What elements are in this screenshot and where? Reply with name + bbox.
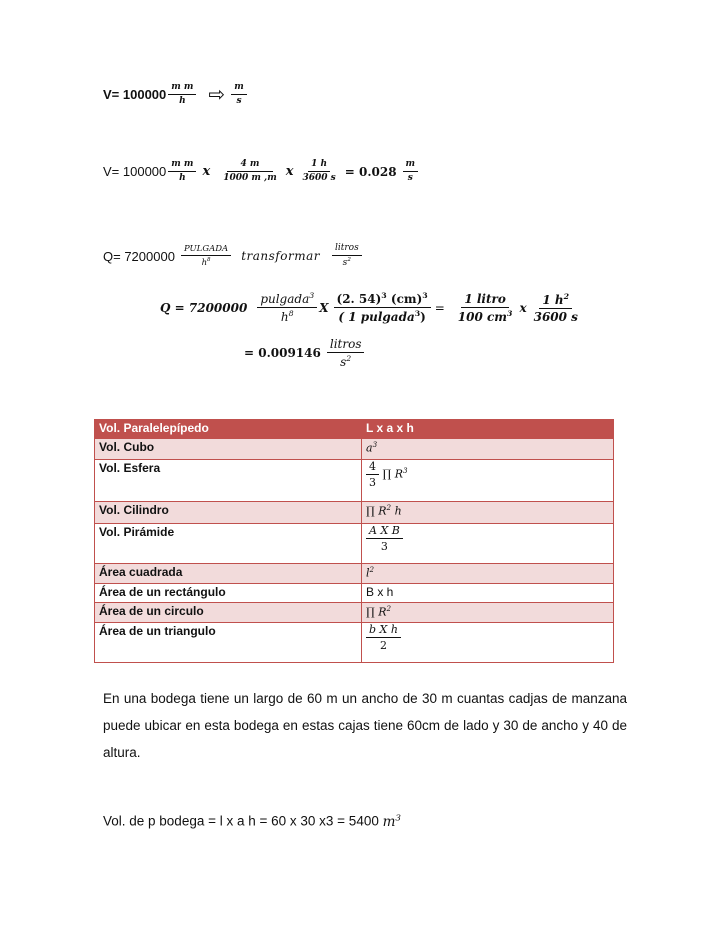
- velocity-conversion-heading: [103, 82, 247, 106]
- v1-unit-num: m m: [168, 83, 196, 95]
- table-row: [95, 420, 614, 439]
- q2-factor-4-den: 3600 s: [533, 309, 578, 324]
- table-row: [95, 439, 614, 460]
- v2-unit-fraction: [168, 160, 196, 183]
- formula-table: [94, 419, 614, 663]
- warehouse-volume-line: [103, 813, 401, 830]
- v2-result-num: m: [403, 160, 419, 172]
- formula-value: $l^2$: [362, 564, 614, 584]
- q2-result-fraction: [327, 338, 365, 368]
- q2-result-den: $s^2$: [340, 354, 352, 369]
- q2-equals: =: [434, 300, 445, 315]
- formula-name: Área de un rectángulo: [95, 584, 362, 603]
- v1-unit-den: h: [179, 95, 186, 106]
- v2-factor-1: [220, 160, 280, 183]
- q2-lhs: Q = 7200000: [160, 300, 248, 315]
- v1-target-den: s: [236, 95, 242, 106]
- formula-name: Área cuadrada: [95, 564, 362, 584]
- warehouse-volume-unit: $m^3$: [382, 813, 401, 830]
- q1-unit-fraction: [181, 245, 231, 268]
- q1-target-num: litros: [332, 244, 362, 256]
- v2-unit-den: h: [179, 173, 186, 183]
- formula-value: $a^3$: [362, 439, 614, 460]
- v2-factor-2: [299, 160, 338, 183]
- formula-value: L x a x h: [362, 420, 614, 439]
- q2-times-1: X: [319, 300, 329, 315]
- q2-factor-3: [455, 293, 516, 323]
- formula-name: Área de un triangulo: [95, 623, 362, 663]
- q1-transform-word: transformar: [241, 249, 320, 263]
- velocity-conversion-equation: [103, 160, 418, 183]
- q2-factor-1-num: pulgada$^3$: [257, 292, 317, 308]
- q2-result-num: litros: [327, 338, 365, 353]
- v1-unit-fraction: [168, 83, 196, 106]
- v2-factor-1-num: 4 m: [227, 160, 274, 172]
- q2-factor-2-num: (2. 54)$^3$ (cm)$^3$: [334, 292, 431, 308]
- formula-name: Vol. Esfera: [95, 460, 362, 502]
- q2-factor-1-den: $h^8$: [280, 309, 294, 324]
- q2-factor-2: [334, 292, 431, 323]
- q1-target-den: $s^2$: [342, 257, 352, 268]
- formula-name: Vol. Paralelepípedo: [95, 420, 362, 439]
- v2-times-1: x: [202, 164, 211, 179]
- q2-result: = 0.009146: [244, 346, 321, 360]
- q2-factor-4-num: 1 $h^2$: [539, 293, 572, 309]
- warehouse-volume-text: Vol. de p bodega = l x a h = 60 x 30 x3 = 5400: [103, 813, 383, 829]
- v2-factor-1-den: 1000 m ,m: [223, 173, 277, 183]
- problem-paragraph: En una bodega tiene un largo de 60 m un ancho de 30 m cuantas cadjas de manzana puede ubicar en esta bodega en estas cajas tiene 60cm de lado y 30 de ancho y 40 de altura.: [103, 691, 627, 760]
- q2-factor-3-den: 100 $cm^3$: [457, 308, 513, 324]
- right-arrow-icon: ⇨: [208, 82, 226, 106]
- table-row: [95, 524, 614, 564]
- table-row: [95, 623, 614, 663]
- formula-value: ∏ $R^2$ h: [362, 502, 614, 524]
- q1-unit-num: PULGADA: [181, 245, 231, 257]
- table-row: [95, 564, 614, 584]
- formula-name: Vol. Pirámide: [95, 524, 362, 564]
- formula-name: Vol. Cubo: [95, 439, 362, 460]
- formula-value: $\frac{4}{3}$ ∏ $R^3$: [362, 460, 614, 502]
- v2-factor-2-num: 1 h: [308, 160, 330, 172]
- v2-result-fraction: [403, 160, 419, 183]
- table-row: [95, 502, 614, 524]
- formula-value: $\frac{\text{b X h}}{2}$: [362, 623, 614, 663]
- table-row: [95, 603, 614, 623]
- v1-prefix: V= 100000: [103, 86, 167, 102]
- q2-factor-3-num: 1 litro: [461, 293, 509, 308]
- v2-unit-num: m m: [168, 160, 196, 172]
- q2-factor-2-den: ( 1 pulgada$^3$): [338, 309, 426, 324]
- formula-name: Vol. Cilindro: [95, 502, 362, 524]
- q2-factor-4: [531, 293, 581, 323]
- q1-prefix: Q= 7200000: [103, 248, 175, 264]
- v2-result-den: s: [407, 173, 413, 183]
- formula-value: B x h: [362, 584, 614, 603]
- v2-factor-2-den: 3600 s: [302, 173, 336, 183]
- flow-conversion-result: [244, 338, 364, 368]
- flow-conversion-equation: [160, 292, 581, 323]
- formula-value: $\frac{\text{A X B}}{3}$: [362, 524, 614, 564]
- v2-times-2: x: [285, 164, 294, 179]
- v2-prefix: V= 100000: [103, 164, 167, 179]
- q2-times-2: x: [519, 300, 527, 315]
- v2-result: = 0.028: [344, 164, 397, 179]
- flow-conversion-heading: [103, 244, 362, 268]
- formula-value: ∏ $R^2$: [362, 603, 614, 623]
- q2-factor-1: [257, 292, 317, 323]
- table-row: [95, 460, 614, 502]
- q1-target-fraction: [332, 244, 362, 268]
- v1-target-num: m: [231, 83, 247, 95]
- v1-target-fraction: [231, 83, 247, 106]
- formula-name: Área de un circulo: [95, 603, 362, 623]
- table-row: [95, 584, 614, 603]
- q1-unit-den: $h^8$: [201, 257, 211, 268]
